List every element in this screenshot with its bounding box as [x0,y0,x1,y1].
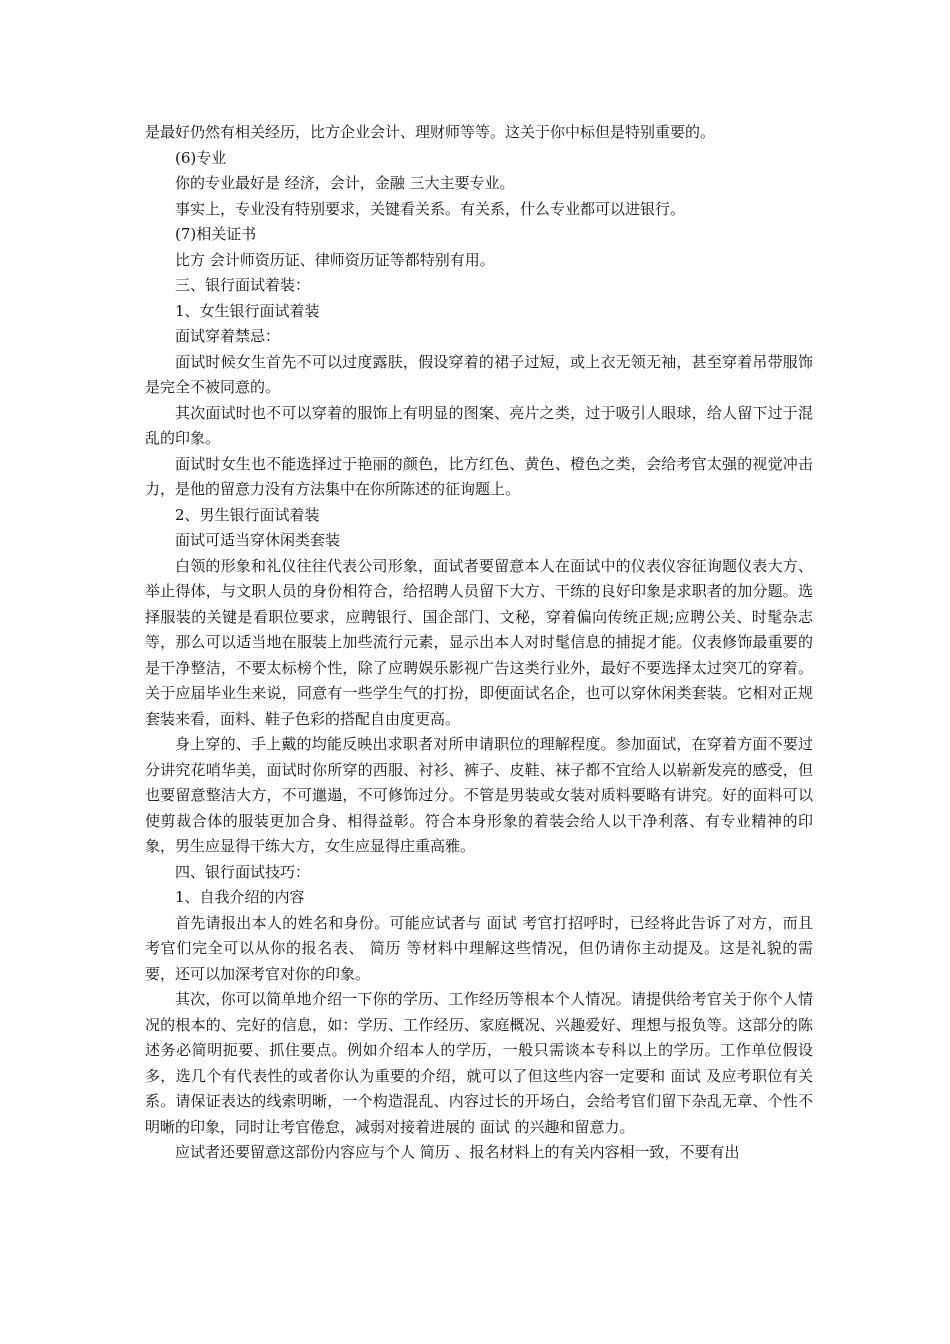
section-heading-attire: 三、银行面试着装： [175,276,311,294]
paragraph-image-etiquette: 白领的形象和礼仪往往代表公司形象，面试者要留意本人在面试中的仪表仪容征询题仪表大方、举止得体，与文职人员的身份相符合，给招聘人员留下大方、干练的良好印象是求职者的加分题。选择服装的关键是看职位要求，应聘银行、国企部门、文秘，穿着偏向传统正规;应聘公关、时髦杂志等，那么可以适当地在服装上加些流行元素，显示出本人对时髦信息的捕捉才能。仪表修饰最重要的是干净整洁，不要太标榜个性，除了应聘娱乐影视广告这类行业外，最好不要选择太过突兀的穿着。关于应届毕业生来说，同意有一些学生气的打扮，即便面试名企，也可以穿休闲类套装。它相对正规套装来看，面料、鞋子色彩的搭配自由度更高。 [145,556,813,728]
subheading-self-intro: 1、自我介绍的内容 [175,888,305,906]
paragraph-self-intro-3: 应试者还要留意这部份内容应与个人 简历 、报名材料上的有关内容相一致，不要有出 [175,1143,740,1161]
section-heading-skills: 四、银行面试技巧： [175,862,311,881]
paragraph-female-taboo-2: 其次面试时也不可以穿着的服饰上有明显的图案、亮片之类，过于吸引人眼球，给人留下过于混乱的印象。 [145,403,813,447]
paragraph-major-note: 事实上，专业没有特别要求，关键看关系。有关系，什么专业都可以进银行。 [175,199,686,218]
paragraph-female-taboo-3: 面试时女生也不能选择过于艳丽的颜色，比方红色、黄色、橙色之类，会给考官太强的视觉冲击力，是他的留意力没有方法集中在你所陈述的征询题上。 [145,454,813,498]
paragraph-female-taboo-1: 面试时候女生首先不可以过度露肤，假设穿着的裙子过短，或上衣无领无袖，甚至穿着吊带服饰是完全不被同意的。 [145,352,813,396]
subheading-female-attire: 1、女生银行面试着装 [175,301,320,320]
paragraph-certificates: 比方 会计师资历证、律师资历证等都特别有用。 [175,250,495,269]
paragraph-self-intro-1: 首先请报出本人的姓名和身份。可能应试者与 面试 考官打招呼时，已经将此告诉了对方，而且考官们完全可以从你的报名表、 简历 等材料中理解这些情况，但仍请你主动提及。这是礼貌的需要，还可以加深考官对你的印象。 [145,913,813,983]
paragraph-continuation: 是最好仍然有相关经历，比方企业会计、理财师等等。这关于你中标但是特别重要的。 [145,123,716,141]
label-casual-suit: 面试可适当穿休闲类套装 [175,531,341,549]
subheading-male-attire: 2、男生银行面试着装 [175,505,320,524]
item-heading-certificates: (7)相关证书 [175,225,257,243]
paragraph-dress-understanding: 身上穿的、手上戴的均能反映出求职者对所申请职位的理解程度。参加面试，在穿着方面不要过分讲究花哨华美，面试时你所穿的西服、衬衫、裤子、皮鞋、袜子都不宜给人以崭新发亮的感受，但也要留意整洁大方，不可邋遢，不可修饰过分。不管是男装或女装对质料要略有讲究。好的面料可以使剪裁合体的服装更加合身、相得益彰。符合本身形象的着装会给人以干净利落、有专业精神的印象，男生应显得干练大方，女生应显得庄重高雅。 [145,735,813,855]
paragraph-self-intro-2: 其次，你可以简单地介绍一下你的学历、工作经历等根本个人情况。请提供给考官关于你个人情况的根本的、完好的信息，如：学历、工作经历、家庭概况、兴趣爱好、理想与报负等。这部分的陈述务必简明扼要、抓住要点。例如介绍本人的学历，一般只需谈本专科以上的学历。工作单位假设多，选几个有代表性的或者你认为重要的介绍，就可以了但这些内容一定要和 面试 及应考职位有关系。请保证表达的线索明晰，一个构造混乱、内容过长的开场白，会给考官们留下杂乱无章、个性不明晰的印象，同时让考官倦怠，减弱对接着进展的 面试 的兴趣和留意力。 [145,990,813,1136]
item-heading-major: (6)专业 [175,148,227,167]
paragraph-major-text: 你的专业最好是 经济，会计，金融 三大主要专业。 [175,174,515,192]
document-page [145,120,813,1166]
label-attire-taboos: 面试穿着禁忌： [175,327,281,345]
